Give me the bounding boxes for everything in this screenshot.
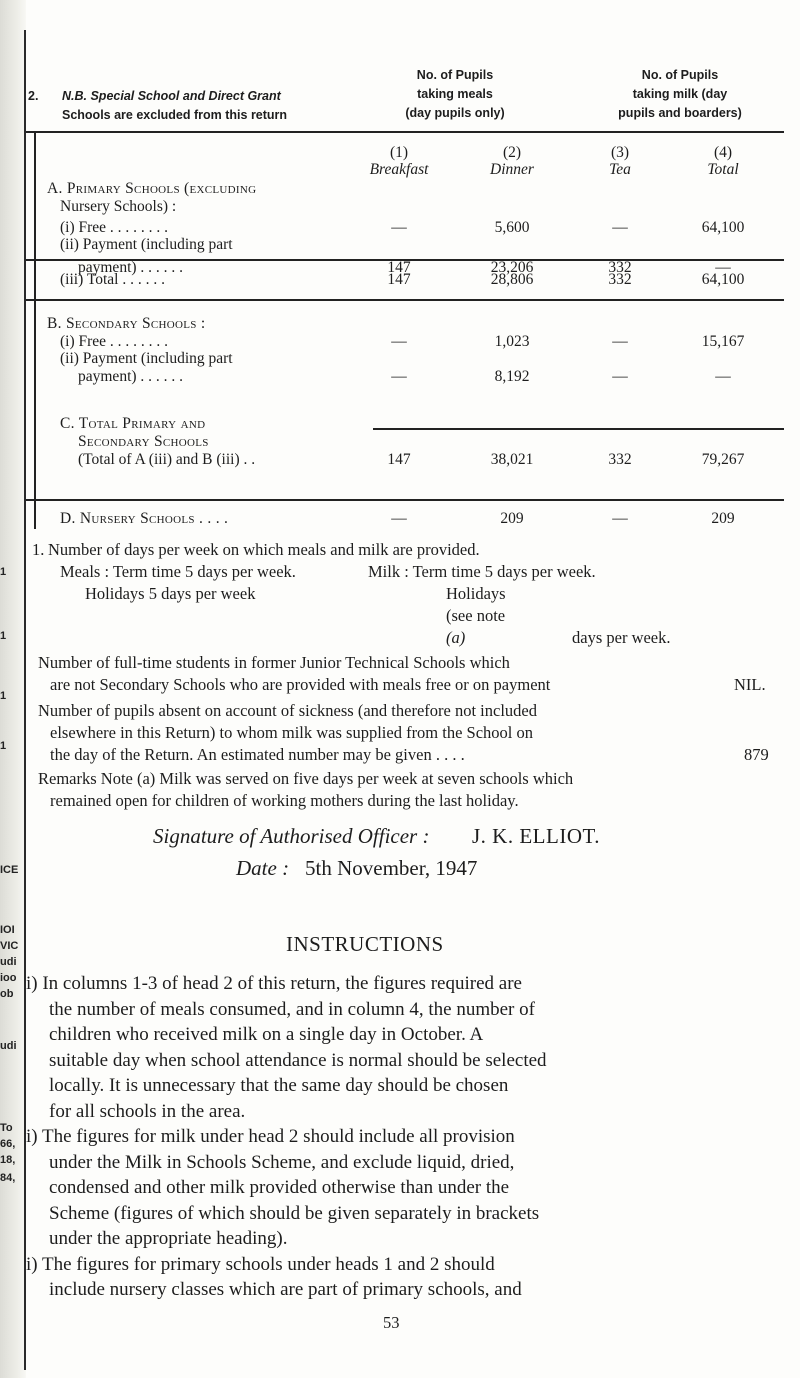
cell: — bbox=[612, 219, 628, 236]
row-a-payment-label-cont: payment) . . . . . . bbox=[78, 259, 184, 276]
section-a-title-cont: Nursery Schools) : bbox=[60, 198, 177, 215]
edge-fragment: IOI bbox=[0, 924, 15, 936]
cell: 64,100 bbox=[701, 219, 745, 236]
instruction-line: condensed and other milk provided otherwise than under the bbox=[49, 1177, 510, 1198]
cell: 332 bbox=[608, 259, 632, 276]
edge-fragment: udi bbox=[0, 956, 17, 968]
header-meals-line3: (day pupils only) bbox=[405, 106, 505, 120]
cell: 15,167 bbox=[701, 333, 745, 350]
section-b-title: B. Secondary Schools : bbox=[47, 315, 206, 332]
remarks-line1: Remarks Note (a) Milk was served on five days per week at seven schools which bbox=[38, 769, 574, 788]
col-4-number: (4) bbox=[713, 144, 733, 161]
cell: — bbox=[612, 510, 628, 527]
cell: — bbox=[612, 333, 628, 350]
edge-fragment: udi bbox=[0, 1040, 17, 1052]
absent-line1: Number of pupils absent on account of sickness (and therefore not included bbox=[38, 701, 537, 720]
instruction-line: under the Milk in Schools Scheme, and exclude liquid, dried, bbox=[49, 1151, 515, 1173]
milk-days: days per week. bbox=[572, 628, 671, 647]
cell: 23,206 bbox=[490, 259, 534, 276]
edge-fragment: 1 bbox=[0, 630, 7, 642]
edge-fragment: 66, bbox=[0, 1138, 16, 1150]
row-b-payment-label-cont: payment) . . . . . . bbox=[78, 368, 184, 385]
col-2-number: (2) bbox=[502, 144, 522, 161]
header-meals-line1: No. of Pupils bbox=[416, 68, 494, 82]
header-meals-line2: taking meals bbox=[417, 87, 493, 101]
rule-c-end bbox=[26, 499, 784, 501]
edge-fragment: 84, bbox=[0, 1172, 16, 1184]
rule-a-end bbox=[26, 299, 784, 301]
instruction-line: i) In columns 1-3 of head 2 of this return, the figures required are bbox=[26, 973, 522, 994]
cell: 332 bbox=[608, 271, 632, 288]
header-note-line1: N.B. Special School and Direct Grant bbox=[62, 89, 281, 103]
col-2-label: Dinner bbox=[490, 161, 534, 178]
cell: 147 bbox=[387, 271, 411, 288]
milk-holidays: Holidays bbox=[446, 584, 506, 603]
edge-fragment: 1 bbox=[0, 566, 7, 578]
cell: — bbox=[391, 510, 407, 527]
col-3-label: Tea bbox=[609, 161, 631, 178]
row-d-label: D. Nursery Schools . . . . bbox=[60, 510, 229, 527]
cell: 147 bbox=[387, 451, 411, 468]
instruction-line: under the appropriate heading). bbox=[49, 1228, 288, 1249]
col-4-label: Total bbox=[707, 161, 739, 178]
milk-see-note: (see note bbox=[446, 606, 506, 625]
header-milk bbox=[580, 66, 780, 123]
cell: — bbox=[391, 368, 407, 385]
col-3-number: (3) bbox=[610, 144, 630, 161]
edge-fragment: ob bbox=[0, 988, 14, 1000]
days-title: Number of days per week on which meals and milk are provided. bbox=[48, 540, 480, 559]
cell: — bbox=[715, 259, 731, 276]
page-number: 53 bbox=[383, 1313, 400, 1332]
edge-fragment: ICE bbox=[0, 864, 19, 876]
header-meals bbox=[375, 66, 535, 123]
cell: 64,100 bbox=[701, 271, 745, 288]
cell: 79,267 bbox=[701, 451, 745, 468]
section-c-title: C. Total Primary and bbox=[60, 415, 206, 432]
rule-c-start bbox=[373, 428, 784, 430]
col-1-number: (1) bbox=[389, 144, 409, 161]
instruction-line: i) The figures for primary schools under heads 1 and 2 should bbox=[26, 1253, 495, 1275]
instruction-line: suitable day when school attendance is normal should be selected bbox=[49, 1049, 547, 1071]
row-a-total-label: (iii) Total . . . . . . bbox=[60, 271, 165, 288]
fulltime-line2: are not Secondary Schools who are provided with meals free or on payment bbox=[50, 675, 551, 694]
instruction-line: Scheme (figures of which should be given separately in brackets bbox=[49, 1202, 540, 1224]
milk-term: Milk : Term time 5 days per week. bbox=[368, 562, 596, 581]
fulltime-value: NIL. bbox=[734, 675, 766, 694]
cell: 5,600 bbox=[494, 219, 530, 236]
section-c-title-cont: Secondary Schools bbox=[78, 433, 209, 450]
header-note-line2: Schools are excluded from this return bbox=[62, 108, 288, 122]
absent-line3: the day of the Return. An estimated number may be given . . . . bbox=[50, 745, 465, 764]
edge-fragment: VIC bbox=[0, 940, 19, 952]
row-b-free-label: (i) Free . . . . . . . . bbox=[60, 333, 169, 350]
instruction-line: for all schools in the area. bbox=[49, 1100, 246, 1122]
section-a-title: A. Primary Schools (excluding bbox=[47, 180, 257, 197]
cell: 209 bbox=[711, 510, 735, 527]
cell: 8,192 bbox=[494, 368, 530, 385]
instruction-line: i) The figures for milk under head 2 should include all provision bbox=[26, 1126, 515, 1147]
date-label: Date : bbox=[236, 856, 290, 880]
cell: — bbox=[391, 333, 407, 350]
header-milk-line3: pupils and boarders) bbox=[618, 106, 742, 120]
absent-value: 879 bbox=[744, 745, 769, 764]
instruction-line: locally. It is unnecessary that the same day should be chosen bbox=[49, 1075, 509, 1096]
days-prefix: 1. bbox=[32, 540, 45, 559]
instruction-line: include nursery classes which are part of primary schools, and bbox=[49, 1279, 522, 1300]
cell: 332 bbox=[608, 451, 632, 468]
cell: 38,021 bbox=[490, 451, 534, 468]
cell: 1,023 bbox=[494, 333, 530, 350]
col-1-label: Breakfast bbox=[369, 161, 429, 178]
row-b-payment-label: (ii) Payment (including part bbox=[60, 350, 233, 367]
table-top-rule bbox=[26, 131, 784, 133]
signature-name: J. K. ELLIOT. bbox=[472, 824, 600, 848]
edge-fragment: 1 bbox=[0, 690, 7, 702]
edge-fragment: ioo bbox=[0, 972, 17, 984]
meals-term: Meals : Term time 5 days per week. bbox=[60, 562, 296, 581]
edge-fragment: 1 bbox=[0, 740, 7, 752]
row-c-label: (Total of A (iii) and B (iii) . . bbox=[78, 451, 256, 468]
edge-fragment: 18, bbox=[0, 1154, 16, 1166]
cell: — bbox=[612, 368, 628, 385]
remarks-line2: remained open for children of working mothers during the last holiday. bbox=[50, 791, 519, 810]
header-milk-line1: No. of Pupils bbox=[641, 68, 719, 82]
header-note bbox=[62, 87, 352, 125]
meals-holidays: Holidays 5 days per week bbox=[85, 584, 256, 603]
signature-label: Signature of Authorised Officer : bbox=[153, 824, 430, 848]
header-milk-line2: taking milk (day bbox=[632, 87, 728, 101]
header-note-prefix: 2. bbox=[28, 89, 39, 103]
edge-fragment: To bbox=[0, 1122, 13, 1134]
cell: 147 bbox=[387, 259, 411, 276]
cell: 209 bbox=[500, 510, 524, 527]
row-a-free-label: (i) Free . . . . . . . . bbox=[60, 219, 169, 236]
row-a-payment-label: (ii) Payment (including part bbox=[60, 236, 233, 253]
instructions-title: INSTRUCTIONS bbox=[286, 932, 444, 956]
milk-note-a: (a) bbox=[446, 628, 466, 647]
instruction-line: children who received milk on a single day in October. A bbox=[49, 1024, 484, 1045]
cell: 28,806 bbox=[490, 271, 534, 288]
instruction-line: the number of meals consumed, and in column 4, the number of bbox=[49, 998, 535, 1020]
cell: — bbox=[715, 368, 731, 385]
cell: — bbox=[391, 219, 407, 236]
date-value: 5th November, 1947 bbox=[305, 856, 478, 880]
binding-rule bbox=[24, 30, 26, 1370]
absent-line2: elsewhere in this Return) to whom milk was supplied from the School on bbox=[50, 723, 534, 742]
table-left-rule bbox=[34, 131, 36, 529]
fulltime-line1: Number of full-time students in former Junior Technical Schools which bbox=[38, 653, 510, 672]
